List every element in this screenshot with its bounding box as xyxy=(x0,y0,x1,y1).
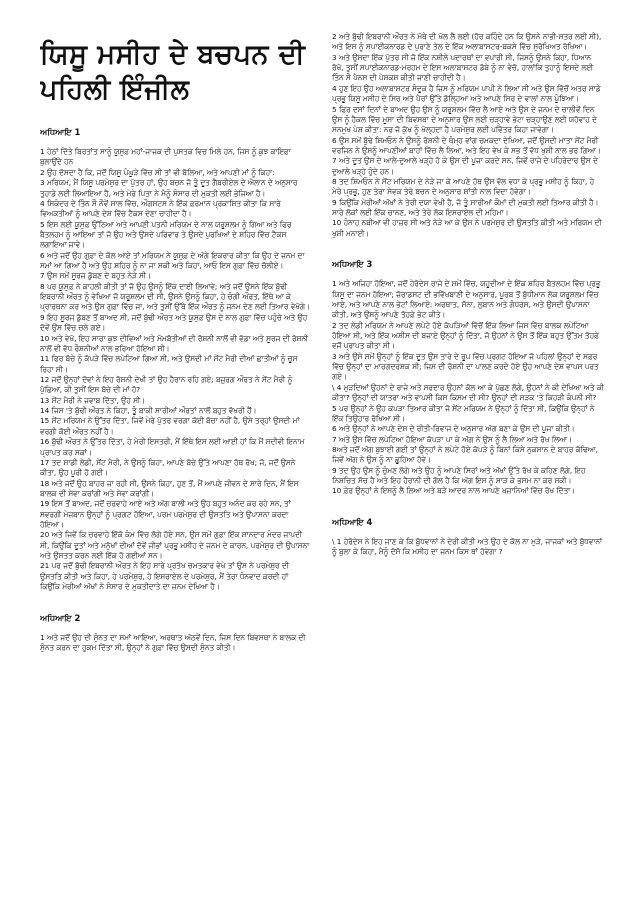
right-column xyxy=(332,32,604,890)
verse: 6 ਅਤੇ ਜਦੋਂ ਉਹ ਗੁਫ਼ਾ ਦੇ ਕੋਲ ਆਏ ਤਾਂ ਮਰਿਯਮ ਨੇ ਯੂਸੁਫ਼ ਦੇ ਅੱਗੇ ਇਕਰਾਰ ਕੀਤਾ ਕਿ ਉਹ ਦੇ ਜਨਮ ਦਾ ਸਮਾਂ ਆ ਗਿਆ ਹੈ ਅਤੇ ਉਹ ਸ਼ਹਿਰ ਨੂੰ ਨਾ ਜਾ ਸਕੀ ਅਤੇ ਕਿਹਾ, ਆਓ ਇਸ ਗੁਫ਼ਾ ਵਿੱਚ ਚੱਲੀਏ। xyxy=(40,250,305,271)
document-title: ਯਿਸੂ ਮਸੀਹ ਦੇ ਬਚਪਨ ਦੀ ਪਹਿਲੀ ਇੰਜੀਲ xyxy=(40,39,306,105)
verse: \ 4 ਮੁੜਦਿਆਂ ਉਹਨਾਂ ਦੇ ਰਾਜੇ ਅਤੇ ਸਰਦਾਰ ਉਹਨਾਂ ਕੋਲ ਆ ਕੇ ਪੁੱਛਣ ਲੱਗੇ, ਉਹਨਾਂ ਨੇ ਕੀ ਦੇਖਿਆ ਅਤੇ ਕੀ ਕੀਤਾ? ਉਨ੍ਹਾਂ ਦੀ ਯਾਤਰਾ ਅਤੇ ਵਾਪਸੀ ਕਿਸ ਕਿਸਮ ਦੀ ਸੀ? ਉਨ੍ਹਾਂ ਦੀ ਸੜਕ 'ਤੇ ਕਿਹੜੀ ਕੰਪਨੀ ਸੀ? xyxy=(332,382,604,403)
chapter-2-verses-start xyxy=(40,633,310,654)
chapter-4-verses xyxy=(332,537,604,558)
verse: 10 ਹੰਨਾਹ ਨਬੀਆ ਵੀ ਹਾਜ਼ਰ ਸੀ ਅਤੇ ਨੇੜੇ ਆ ਕੇ ਉਸ ਨੇ ਪਰਮੇਸ਼ੁਰ ਦੀ ਉਸਤਤਿ ਕੀਤੀ ਅਤੇ ਮਰਿਯਮ ਦੀ ਖੁਸ਼ੀ ਮਨਾਈ। xyxy=(332,218,602,238)
verse: 2 ਉਹ ਦੱਸਦਾ ਹੈ ਕਿ, ਜਦੋਂ ਯਿਸੂ ਪੰਘੂੜੇ ਵਿੱਚ ਸੀ ਤਾਂ ਵੀ ਬੋਲਿਆ, ਅਤੇ ਆਪਣੀ ਮਾਂ ਨੂੰ ਕਿਹਾ: xyxy=(40,167,275,177)
verse: 13 ਸੇਂਟ ਮੈਰੀ ਨੇ ਜਵਾਬ ਦਿੱਤਾ, ਉਹ ਸੀ। xyxy=(40,395,146,405)
verse: 8 ਤਦ ਸ਼ਿਮਓਨ ਨੇ ਸੇਂਟ ਮਰਿਯਮ ਦੇ ਨੇੜੇ ਜਾ ਕੇ ਆਪਣੇ ਹੱਥ ਉਸ ਵੱਲ ਵਧਾ ਕੇ ਪ੍ਰਭੂ ਮਸੀਹ ਨੂੰ ਕਿਹਾ, ਹੇ ਮੇਰੇ ਪ੍ਰਭੂ, ਹੁਣ ਤੇਰਾ ਸੇਵਕ ਤੇਰੇ ਬਚਨ ਦੇ ਅਨੁਸਾਰ ਸ਼ਾਂਤੀ ਨਾਲ ਵਿਦਾ ਹੋਵੇਗਾ। xyxy=(332,177,595,197)
verse: 9 ਕਿਉਂਕਿ ਮੇਰੀਆਂ ਅੱਖਾਂ ਨੇ ਤੇਰੀ ਦਯਾ ਵੇਖੀ ਹੈ, ਜੋ ਤੂੰ ਸਾਰੀਆਂ ਕੌਮਾਂ ਦੀ ਮੁਕਤੀ ਲਈ ਤਿਆਰ ਕੀਤੀ ਹੈ। ਸਾਰੇ ਲੋਕਾਂ ਲਈ ਇੱਕ ਚਾਨਣ, ਅਤੇ ਤੇਰੇ ਲੋਕ ਇਸਰਾਏਲ ਦੀ ਮਹਿਮਾ। xyxy=(332,197,599,218)
verse: 3 ਅਤੇ ਉਸੇ ਸਮੇਂ ਉਨ੍ਹਾਂ ਨੂੰ ਇੱਕ ਦੂਤ ਉਸ ਤਾਰੇ ਦੇ ਰੂਪ ਵਿੱਚ ਪ੍ਰਗਟ ਹੋਇਆ ਜੋ ਪਹਿਲਾਂ ਉਨ੍ਹਾਂ ਦੇ ਸਫ਼ਰ ਵਿੱਚ ਉਨ੍ਹਾਂ ਦਾ ਮਾਰਗਦਰਸ਼ਕ ਸੀ; ਜਿਸ ਦੀ ਰੋਸ਼ਨੀ ਦਾ ਪਾਲਣ ਕਰਦੇ ਹੋਏ ਉਹ ਆਪਣੇ ਦੇਸ਼ ਵਾਪਸ ਪਰਤ ਗਏ। xyxy=(332,351,599,382)
verse: 4 ਸਿਕੰਦਰ ਦੇ ਤਿੰਨ ਸੌ ਨੌਵੇਂ ਸਾਲ ਵਿੱਚ, ਔਗਸਟਸ ਨੇ ਇੱਕ ਫ਼ਰਮਾਨ ਪ੍ਰਕਾਸ਼ਿਤ ਕੀਤਾ ਕਿ ਸਾਰੇ ਵਿਅਕਤੀਆਂ ਨੂੰ ਆਪਣੇ ਦੇਸ਼ ਵਿੱਚ ਟੈਕਸ ਦੇਣਾ ਚਾਹੀਦਾ ਹੈ। xyxy=(40,198,281,219)
verse: 3 ਮਰਿਯਮ, ਮੈਂ ਯਿਸੂ ਪਰਮੇਸ਼ੁਰ ਦਾ ਪੁੱਤਰ ਹਾਂ, ਉਹ ਬਚਨ ਜੋ ਤੂੰ ਦੂਤ ਗੈਬਰੀਏਲ ਦੇ ਐਲਾਨ ਦੇ ਅਨੁਸਾਰ ਤੁਹਾਡੇ ਲਈ ਲਿਆਇਆ ਹੈ, ਅਤੇ ਮੇਰੇ ਪਿਤਾ ਨੇ ਮੈਨੂੰ ਸੰਸਾਰ ਦੀ ਮੁਕਤੀ ਲਈ ਭੇਜਿਆ ਹੈ। xyxy=(40,178,298,198)
chapter-1-verses xyxy=(40,147,310,592)
verse: 1 ਅਤੇ ਅਜਿਹਾ ਹੋਇਆ, ਜਦੋਂ ਹੇਰੋਦੇਸ ਰਾਜੇ ਦੇ ਸਮੇਂ ਵਿੱਚ, ਯਹੂਦੀਆ ਦੇ ਇੱਕ ਸ਼ਹਿਰ ਬੈਤਲਹਮ ਵਿੱਚ ਪ੍ਰਭੂ ਯਿਸੂ ਦਾ ਜਨਮ ਹੋਇਆ; ਜ਼ੋਰਾਡਸਟ ਦੀ ਭਵਿੱਖਬਾਣੀ ਦੇ ਅਨੁਸਾਰ, ਪੂਰਬ ਤੋਂ ਬੁੱਧੀਮਾਨ ਲੋਕ ਯਰੂਸ਼ਲਮ ਵਿੱਚ ਆਏ, ਅਤੇ ਆਪਣੇ ਨਾਲ ਭੇਟਾਂ ਲਿਆਏ: ਅਰਥਾਤ, ਸੋਨਾ, ਲੁਬਾਨ ਅਤੇ ਗੰਧਰਸ, ਅਤੇ ਉਸਦੀ ਉਪਾਸਨਾ ਕੀਤੀ, ਅਤੇ ਉਸਨੂੰ ਆਪਣੇ ਤੋਹਫ਼ੇ ਭੇਟ ਕੀਤੇ। xyxy=(332,279,601,320)
verse: 7 ਅਤੇ ਦੂਤ ਉਸ ਦੇ ਆਲੇ-ਦੁਆਲੇ ਖੜ੍ਹੇ ਹੋ ਕੇ ਉਸ ਦੀ ਪੂਜਾ ਕਰਦੇ ਸਨ, ਜਿਵੇਂ ਰਾਜੇ ਦੇ ਪਹਿਰੇਦਾਰ ਉਸ ਦੇ ਦੁਆਲੇ ਖੜ੍ਹੇ ਹੁੰਦੇ ਹਨ। xyxy=(332,156,598,176)
verse: 5 ਪਰ ਉਨ੍ਹਾਂ ਨੇ ਉਹ ਕਪੜਾ ਤਿਆਰ ਕੀਤਾ ਜੋ ਸੇਂਟ ਮਰਿਯਮ ਨੇ ਉਨ੍ਹਾਂ ਨੂੰ ਦਿੱਤਾ ਸੀ, ਕਿਉਂਕਿ ਉਨ੍ਹਾਂ ਨੇ ਇੱਕ ਤਿਉਹਾਰ ਰੱਖਿਆ ਸੀ। xyxy=(332,403,595,423)
verse: 6 ਉਸ ਸਮੇਂ ਬੁੱਢੇ ਸ਼ਿਮਓਨ ਨੇ ਉਸਨੂੰ ਰੋਸ਼ਨੀ ਦੇ ਥੰਮ੍ਹ ਵਾਂਗ ਚਮਕਦਾ ਦੇਖਿਆ, ਜਦੋਂ ਉਸਦੀ ਮਾਤਾ ਸੇਂਟ ਮੈਰੀ ਵਰਜਿਨ ਨੇ ਉਸਨੂੰ ਆਪਣੀਆਂ ਬਾਹਾਂ ਵਿੱਚ ਲੈ ਲਿਆ, ਅਤੇ ਇਹ ਵੇਖ ਕੇ ਸਭ ਤੋਂ ਵੱਧ ਖੁਸ਼ੀ ਨਾਲ ਭਰ ਗਿਆ। xyxy=(332,135,601,155)
verse: 5 ਇਸ ਲਈ ਯੂਸੁਫ਼ ਉੱਠਿਆ ਅਤੇ ਆਪਣੀ ਪਤਨੀ ਮਰਿਯਮ ਦੇ ਨਾਲ ਯਰੂਸ਼ਲਮ ਨੂੰ ਗਿਆ ਅਤੇ ਫਿਰ ਬੈਤਲਹਮ ਨੂੰ ਆਇਆ ਤਾਂ ਜੋ ਉਹ ਅਤੇ ਉਸਦੇ ਪਰਿਵਾਰ ਤੇ ਉਸਦੇ ਪੁਰਖਿਆਂ ਦੇ ਸ਼ਹਿਰ ਵਿੱਚ ਟੈਕਸ ਲਗਾਇਆ ਜਾਵੇ। xyxy=(40,219,292,250)
verse: 5 ਫਿਰ ਦਸਾਂ ਦਿਨਾਂ ਦੇ ਬਾਅਦ ਉਹ ਉਸ ਨੂੰ ਯਰੂਸ਼ਲਮ ਵਿੱਚ ਲੈ ਆਏ ਅਤੇ ਉਸ ਦੇ ਜਨਮ ਦੇ ਚਾਲੀਵੇਂ ਦਿਨ ਉਸ ਨੂੰ ਹੈਕਲ ਵਿੱਚ ਮੂਸਾ ਦੀ ਬਿਵਸਥਾ ਦੇ ਅਨੁਸਾਰ ਉਸ ਲਈ ਚੜ੍ਹਾਵੇ ਭੇਟਾ ਚੜ੍ਹਾਉਣ ਲਈ ਯਹੋਵਾਹ ਦੇ ਸਨਮੁਖ ਪੇਸ਼ ਕੀਤਾ: ਨਰ ਜੋ ਕੁੱਖ ਨੂੰ ਖੋਲ੍ਹਦਾ ਹੈ ਪਰਮੇਸ਼ੁਰ ਲਈ ਪਵਿੱਤਰ ਕਿਹਾ ਜਾਵੇਗਾ। xyxy=(332,104,597,135)
verse: 20 ਅਤੇ ਜਿਵੇਂ ਕਿ ਚਰਵਾਹੇ ਇੱਕੋ ਕੰਮ ਵਿੱਚ ਲੱਗੇ ਹੋਏ ਸਨ, ਉਸ ਸਮੇਂ ਗੁਫ਼ਾ ਇੱਕ ਸ਼ਾਨਦਾਰ ਮੰਦਰ ਜਾਪਦੀ ਸੀ, ਕਿਉਂਕਿ ਦੂਤਾਂ ਅਤੇ ਮਨੁੱਖਾਂ ਦੀਆਂ ਦੋਵੇਂ ਜੀਭਾਂ ਪ੍ਰਭੂ ਮਸੀਹ ਦੇ ਜਨਮ ਦੇ ਕਾਰਨ, ਪਰਮੇਸ਼ੁਰ ਦੀ ਉਪਾਸਨਾ ਅਤੇ ਉਸਤਤ ਕਰਨ ਲਈ ਇੱਕ ਹੋ ਗਈਆਂ ਸਨ। xyxy=(40,530,310,561)
chapter-heading: ਅਧਿਆਇ 4 xyxy=(332,516,373,527)
verse: 16 ਬੁੱਢੀ ਔਰਤ ਨੇ ਉੱਤਰ ਦਿੱਤਾ, ਹੇ ਮੇਰੀ ਇਸਤਰੀ, ਮੈਂ ਇੱਥੇ ਇਸ ਲਈ ਆਈ ਹਾਂ ਕਿ ਮੈਂ ਸਦੀਵੀ ਇਨਾਮ ਪ੍ਰਾਪਤ ਕਰ ਸਕਾਂ। xyxy=(40,437,305,457)
verse: 7 ਅਤੇ ਉਸ ਵਿੱਚ ਲਪੇਟਿਆ ਹੋਇਆ ਕੱਪੜਾ ਪਾ ਕੇ ਅੱਗ ਨੇ ਉਸ ਨੂੰ ਲੈ ਲਿਆ ਅਤੇ ਰੱਖ ਲਿਆ। xyxy=(332,434,572,444)
chapter-heading: ਅਧਿਆਇ 3 xyxy=(332,259,373,270)
verse: 21 ਪਰ ਜਦੋਂ ਬੁੱਢੀ ਇਬਰਾਨੀ ਔਰਤ ਨੇ ਇਹ ਸਾਰੇ ਪ੍ਰਤੱਖ ਚਮਤਕਾਰ ਵੇਖੇ ਤਾਂ ਉਸ ਨੇ ਪਰਮੇਸ਼ੁਰ ਦੀ ਉਸਤਤਿ ਕੀਤੀ ਅਤੇ ਕਿਹਾ, ਹੇ ਪਰਮੇਸ਼ੁਰ, ਹੇ ਇਸਰਾਏਲ ਦੇ ਪਰਮੇਸ਼ੁਰ, ਮੈਂ ਤੇਰਾ ਧੰਨਵਾਦ ਕਰਦੀ ਹਾਂ ਕਿਉਂਕਿ ਮੇਰੀਆਂ ਅੱਖਾਂ ਨੇ ਸੰਸਾਰ ਦੇ ਮੁਕਤੀਦਾਤੇ ਦਾ ਜਨਮ ਦੇਖਿਆ ਹੈ। xyxy=(40,561,289,592)
verse: 9 ਤਦ ਉਹ ਉਸ ਨੂੰ ਚੁੰਮਣ ਲੱਗੇ ਅਤੇ ਉਹ ਨੂੰ ਆਪਣੇ ਸਿਰਾਂ ਅਤੇ ਅੱਖਾਂ ਉੱਤੇ ਰੱਖ ਕੇ ਕਹਿਣ ਲੱਗੇ, ਇਹ ਨਿਸ਼ਚਿਤ ਸੱਚ ਹੈ ਅਤੇ ਇਹ ਹੈਰਾਨੀ ਦੀ ਗੱਲ ਹੈ ਕਿ ਅੱਗ ਇਸ ਨੂੰ ਸਾੜ ਕੇ ਭਸਮ ਨਾ ਕਰ ਸਕੀ। xyxy=(332,465,586,486)
verse: 6 ਅਤੇ ਉਨ੍ਹਾਂ ਨੇ ਆਪਣੇ ਦੇਸ਼ ਦੇ ਰੀਤੀ-ਰਿਵਾਜ ਦੇ ਅਨੁਸਾਰ ਅੱਗ ਬਣਾ ਕੇ ਉਸ ਦੀ ਪੂਜਾ ਕੀਤੀ। xyxy=(332,424,575,434)
verse: 8 ਪਰ ਯੂਸੁਫ਼ ਨੇ ਕਾਹਲੀ ਕੀਤੀ ਤਾਂ ਜੋ ਉਹ ਉਸਨੂੰ ਇੱਕ ਦਾਈ ਲਿਆਵੇ; ਅਤੇ ਜਦੋਂ ਉਸਨੇ ਇੱਕ ਬੁੱਢੀ ਇਬਰਾਨੀ ਔਰਤ ਨੂੰ ਵੇਖਿਆ ਜੋ ਯਰੂਸ਼ਲਮ ਦੀ ਸੀ, ਉਸਨੇ ਉਸਨੂੰ ਕਿਹਾ, ਹੇ ਚੰਗੀ ਔਰਤ, ਇੱਥੇ ਆ ਕੇ ਪ੍ਰਾਰਥਨਾ ਕਰ ਅਤੇ ਉਸ ਗੁਫ਼ਾ ਵਿੱਚ ਜਾ, ਅਤੇ ਤੁਸੀਂ ਉੱਥੇ ਇੱਕ ਔਰਤ ਨੂੰ ਜਨਮ ਦੇਣ ਲਈ ਤਿਆਰ ਵੇਖੋਗੇ। xyxy=(40,281,310,312)
verse: 7 ਉਸ ਸਮੇਂ ਸੂਰਜ ਡੁੱਬਣ ਦੇ ਬਹੁਤ ਨੇੜੇ ਸੀ। xyxy=(40,271,152,281)
verse: 19 ਇਸ ਤੋਂ ਬਾਅਦ, ਜਦੋਂ ਚਰਵਾਹੇ ਆਏ ਅਤੇ ਅੱਗ ਬਾਲੀ ਅਤੇ ਉਹ ਬਹੁਤ ਅਨੰਦ ਕਰ ਰਹੇ ਸਨ, ਤਾਂ ਸਵਰਗੀ ਮੇਜ਼ਬਾਨ ਉਨ੍ਹਾਂ ਨੂੰ ਪ੍ਰਗਟ ਹੋਇਆ, ਪਰਮ ਪਰਮੇਸ਼ੁਰ ਦੀ ਉਸਤਤਿ ਅਤੇ ਉਪਾਸਨਾ ਕਰਦਾ ਹੋਇਆ। xyxy=(40,499,291,530)
verse: 12 ਜਦੋਂ ਉਨ੍ਹਾਂ ਦੋਵਾਂ ਨੇ ਇਹ ਰੋਸ਼ਨੀ ਦੇਖੀ ਤਾਂ ਉਹ ਹੈਰਾਨ ਰਹਿ ਗਏ; ਬਜ਼ੁਰਗ ਔਰਤ ਨੇ ਸੇਂਟ ਮੈਰੀ ਨੂੰ ਪੁੱਛਿਆ, ਕੀ ਤੁਸੀਂ ਇਸ ਬੱਚੇ ਦੀ ਮਾਂ ਹੋ? xyxy=(40,375,293,395)
chapter-heading: ਅਧਿਆਇ 1 xyxy=(40,127,81,138)
verse: 10 ਫ਼ੇਰ ਉਨ੍ਹਾਂ ਨੇ ਇਸਨੂੰ ਲੈ ਲਿਆ ਅਤੇ ਬੜੇ ਆਦਰ ਨਾਲ ਆਪਣੇ ਖ਼ਜ਼ਾਨਿਆਂ ਵਿੱਚ ਰੱਖ ਦਿੱਤਾ। xyxy=(332,486,576,496)
verse: 4 ਹੁਣ ਇਹ ਉਹ ਅਲਾਬਾਸਟਰ ਸੰਦੂਕ ਹੈ ਜਿਸ ਨੂੰ ਮਰਿਯਮ ਪਾਪੀ ਨੇ ਲਿਆ ਸੀ ਅਤੇ ਉਸ ਵਿੱਚੋਂ ਅਤਰ ਸਾਡੇ ਪ੍ਰਭੂ ਯਿਸੂ ਮਸੀਹ ਦੇ ਸਿਰ ਅਤੇ ਪੈਰਾਂ ਉੱਤੇ ਡੋਲ੍ਹਿਆ ਅਤੇ ਆਪਣੇ ਸਿਰ ਦੇ ਵਾਲਾਂ ਨਾਲ ਪੂੰਝਿਆ। xyxy=(332,83,601,104)
verse: 2 ਤਦ ਲੇਡੀ ਮਰਿਯਮ ਨੇ ਆਪਣੇ ਲਪੇਟੇ ਹੋਏ ਕੱਪੜਿਆਂ ਵਿੱਚੋਂ ਇੱਕ ਲਿਆ ਜਿਸ ਵਿੱਚ ਬਾਲਕ ਲਪੇਟਿਆ ਹੋਇਆ ਸੀ, ਅਤੇ ਇੱਕ ਅਸ਼ੀਸ ਦੀ ਬਜਾਏ ਉਨ੍ਹਾਂ ਨੂੰ ਦਿੱਤਾ, ਜੋ ਉਹਨਾਂ ਨੇ ਉਸ ਤੋਂ ਇੱਕ ਬਹੁਤ ਉੱਤਮ ਤੋਹਫ਼ੇ ਵਜੋਂ ਪ੍ਰਾਪਤ ਕੀਤਾ ਸੀ। xyxy=(332,320,599,351)
chapter-2-verses-cont xyxy=(332,32,604,239)
verse: 1 ਅਤੇ ਜਦੋਂ ਉਹ ਦੀ ਸੁੰਨਤ ਦਾ ਸਮਾਂ ਆਇਆ, ਅਰਥਾਤ ਅੱਠਵੇਂ ਦਿਨ, ਜਿਸ ਦਿਨ ਬਿਵਸਥਾ ਨੇ ਬਾਲਕ ਦੀ ਸੁੰਨਤ ਕਰਨ ਦਾ ਹੁਕਮ ਦਿੱਤਾ ਸੀ, ਉਨ੍ਹਾਂ ਨੇ ਗੁਫ਼ਾ ਵਿੱਚ ਉਸਦੀ ਸੁੰਨਤ ਕੀਤੀ। xyxy=(40,632,306,652)
chapter-heading: ਅਧਿਆਇ 2 xyxy=(40,612,81,623)
verse: 3 ਅਤੇ ਉਸਦਾ ਇੱਕ ਪੁੱਤਰ ਸੀ ਜੋ ਇੱਕ ਨਸ਼ੀਲੇ ਪਦਾਰਥਾਂ ਦਾ ਵਪਾਰੀ ਸੀ, ਜਿਸਨੂੰ ਉਸਨੇ ਕਿਹਾ, ਧਿਆਨ ਰੱਖੋ, ਤੁਸੀਂ ਸਪਾਈਕਨਾਰਡ-ਮਰਹਮ ਦੇ ਇਸ ਅਲਾਬਾਸਟਰ ਡੱਬੇ ਨੂੰ ਨਾ ਵੇਚੋ, ਹਾਲਾਂਕਿ ਤੁਹਾਨੂੰ ਇਸਦੇ ਲਈ ਤਿੰਨ ਸੌ ਪੈਨਸ ਦੀ ਪੇਸ਼ਕਸ਼ ਕੀਤੀ ਜਾਣੀ ਚਾਹੀਦੀ ਹੈ। xyxy=(332,52,594,83)
verse: 8ਅਤੇ ਜਦੋਂ ਅੱਗ ਬੁਝਾਈ ਗਈ ਤਾਂ ਉਨ੍ਹਾਂ ਨੇ ਲਪੇਟੇ ਹੋਏ ਕੱਪੜੇ ਨੂੰ ਬਿਨਾਂ ਕਿਸੇ ਨੁਕਸਾਨ ਦੇ ਬਾਹਰ ਕੱਢਿਆ, ਜਿਵੇਂ ਅੱਗ ਨੇ ਉਸ ਨੂੰ ਨਾ ਛੂਹਿਆ ਹੋਵੇ। xyxy=(332,444,598,465)
verse: 9 ਇਹ ਸੂਰਜ ਡੁੱਬਣ ਤੋਂ ਬਾਅਦ ਸੀ, ਜਦੋਂ ਬੁੱਢੀ ਔਰਤ ਅਤੇ ਯੂਸੁਫ਼ ਉਸ ਦੇ ਨਾਲ ਗੁਫ਼ਾ ਵਿੱਚ ਪਹੁੰਚੇ ਅਤੇ ਉਹ ਦੋਵੇਂ ਉਸ ਵਿੱਚ ਚਲੇ ਗਏ। xyxy=(40,312,308,333)
verse: 15 ਸੇਂਟ ਮਰਿਯਮ ਨੇ ਉੱਤਰ ਦਿੱਤਾ, ਜਿਵੇਂ ਮੇਰੇ ਪੁੱਤਰ ਵਰਗਾ ਕੋਈ ਬੱਚਾ ਨਹੀਂ ਹੈ, ਉਸੇ ਤਰ੍ਹਾਂ ਉਸਦੀ ਮਾਂ ਵਰਗੀ ਕੋਈ ਔਰਤ ਨਹੀਂ ਹੈ। xyxy=(40,416,300,436)
verse: 14 ਜਿਸ 'ਤੇ ਬੁੱਢੀ ਔਰਤ ਨੇ ਕਿਹਾ, ਤੂੰ ਬਾਕੀ ਸਾਰੀਆਂ ਔਰਤਾਂ ਨਾਲੋਂ ਬਹੁਤ ਵੱਖਰੀ ਹੈਂ। xyxy=(40,406,257,416)
verse: 17 ਤਦ ਸਾਡੀ ਲੇਡੀ, ਸੇਂਟ ਮੈਰੀ, ਨੇ ਉਸਨੂੰ ਕਿਹਾ, ਆਪਣੇ ਬੱਚੇ ਉੱਤੇ ਆਪਣਾ ਹੱਥ ਰੱਖ; ਜੋ, ਜਦੋਂ ਉਸਨੇ ਕੀਤਾ, ਉਹ ਪੂਰੀ ਹੋ ਗਈ। xyxy=(40,457,296,478)
verse: \ 1 ਹੇਰੋਦੇਸ ਨੇ ਇਹ ਜਾਣ ਕੇ ਕਿ ਬੁੱਧਵਾਨਾਂ ਨੇ ਦੇਰੀ ਕੀਤੀ ਅਤੇ ਉਹ ਦੇ ਕੋਲ ਨਾ ਮੁੜੇ, ਜਾਜਕਾਂ ਅਤੇ ਬੁੱਧਵਾਨਾਂ ਨੂੰ ਬੁਲਾ ਕੇ ਕਿਹਾ, ਮੈਨੂੰ ਦੱਸੋ ਕਿ ਮਸੀਹ ਦਾ ਜਨਮ ਕਿਸ ਥਾਂ ਹੋਵੇਗਾ ? xyxy=(332,536,603,557)
verse: 2 ਅਤੇ ਬੁੱਢੀ ਇਬਰਾਨੀ ਔਰਤ ਨੇ ਮੱਥੇ ਦੀ ਖੱਲ ਲੈ ਲਈ (ਹੋਰ ਕਹਿੰਦੇ ਹਨ ਕਿ ਉਸਨੇ ਨਾਭੀ-ਸਤਰ ਲਈ ਸੀ), ਅਤੇ ਇਸ ਨੂੰ ਸਪਾਈਕਨਾਰਡ ਦੇ ਪੁਰਾਣੇ ਤੇਲ ਦੇ ਇੱਕ ਅਲਾਬਾਸਟਰ-ਬਕਸੇ ਵਿੱਚ ਸੁਰੱਖਿਅਤ ਰੱਖਿਆ। xyxy=(332,32,602,52)
chapter-3-verses xyxy=(332,279,604,497)
verse: 11 ਫਿਰ ਬੱਚੇ ਨੂੰ ਕੱਪੜੇ ਵਿੱਚ ਲਪੇਟਿਆ ਗਿਆ ਸੀ, ਅਤੇ ਉਸਦੀ ਮਾਂ ਸੇਂਟ ਮੈਰੀ ਦੀਆਂ ਛਾਤੀਆਂ ਨੂੰ ਚੂਸ ਰਿਹਾ ਸੀ। xyxy=(40,354,298,374)
verse: 10 ਅਤੇ ਵੇਖੋ, ਇਹ ਸਾਰਾ ਕੁਝ ਦੀਵਿਆਂ ਅਤੇ ਮੋਮਬੱਤੀਆਂ ਦੀ ਰੋਸ਼ਨੀ ਨਾਲੋਂ ਵੀ ਵੱਡਾ ਅਤੇ ਸੂਰਜ ਦੀ ਰੋਸ਼ਨੀ ਨਾਲੋਂ ਵੀ ਵੱਧ ਰੌਸ਼ਨੀਆਂ ਨਾਲ ਭਰਿਆ ਹੋਇਆ ਸੀ। xyxy=(40,333,309,353)
verse: 18 ਅਤੇ ਜਦੋਂ ਉਹ ਬਾਹਰ ਜਾ ਰਹੀ ਸੀ, ਉਸਨੇ ਕਿਹਾ, ਹੁਣ ਤੋਂ, ਮੈਂ ਆਪਣੇ ਜੀਵਨ ਦੇ ਸਾਰੇ ਦਿਨ, ਮੈਂ ਇਸ ਬਾਲਕ ਦੀ ਸੇਵਾ ਕਰਾਂਗੀ ਅਤੇ ਸੇਵਾ ਕਰਾਂਗੀ। xyxy=(40,478,299,498)
verse: 1 ਹੇਠਾਂ ਦਿੱਤੇ ਬਿਰਤਾਂਤ ਸਾਨੂੰ ਯੂਸੁਫ਼ ਮਹਾਂ-ਜਾਜਕ ਦੀ ਪੁਸਤਕ ਵਿਚ ਮਿਲੇ ਹਨ, ਜਿਸ ਨੂੰ ਕੁਝ ਕਾਇਫ਼ਾ ਬੁਲਾਉਂਦੇ ਹਨ xyxy=(40,147,291,167)
left-column xyxy=(40,30,310,890)
